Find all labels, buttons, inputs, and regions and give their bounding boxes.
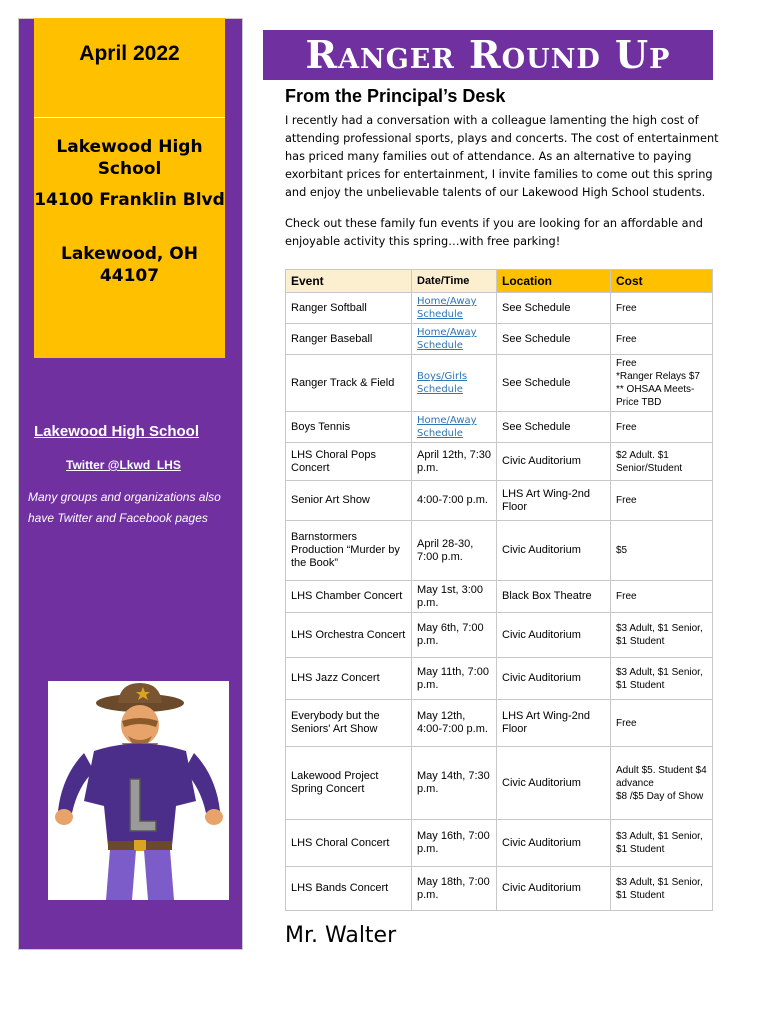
- column-header-event: Event: [286, 270, 412, 293]
- table-row: [286, 613, 713, 658]
- event-name: Senior Art Show: [286, 481, 412, 521]
- event-cost: $3 Adult, $1 Senior, $1 Student: [611, 820, 713, 867]
- principal-heading: From the Principal’s Desk: [285, 86, 506, 106]
- event-date: May 16th, 7:00 p.m.: [412, 820, 497, 867]
- table-row: [286, 867, 713, 911]
- event-location: Civic Auditorium: [497, 867, 611, 911]
- newsletter-title: Ranger Round Up: [263, 30, 713, 80]
- event-cost: Free *Ranger Relays $7 ** OHSAA Meets- Price TBD: [611, 355, 713, 412]
- event-date: May 6th, 7:00 p.m.: [412, 613, 497, 658]
- school-street: 14100 Franklin Blvd: [34, 190, 225, 210]
- event-location: Black Box Theatre: [497, 581, 611, 613]
- column-header-date: Date/Time: [412, 270, 497, 293]
- schedule-link[interactable]: Home/Away Schedule: [412, 412, 497, 443]
- event-name: Ranger Softball: [286, 293, 412, 324]
- event-location: Civic Auditorium: [497, 658, 611, 700]
- table-row: [286, 658, 713, 700]
- event-cost: Free: [611, 412, 713, 443]
- event-cost: Free: [611, 581, 713, 613]
- schedule-link[interactable]: Boys/Girls Schedule: [412, 355, 497, 412]
- event-name: LHS Choral Concert: [286, 820, 412, 867]
- table-row: [286, 443, 713, 481]
- schedule-link[interactable]: Home/Away Schedule: [412, 293, 497, 324]
- event-location: LHS Art Wing-2nd Floor: [497, 700, 611, 747]
- table-row: [286, 355, 713, 412]
- school-name: Lakewood High School: [56, 137, 203, 179]
- event-location: Civic Auditorium: [497, 747, 611, 820]
- event-name: Ranger Track & Field: [286, 355, 412, 412]
- event-name: Lakewood Project Spring Concert: [286, 747, 412, 820]
- sidebar-divider: [34, 117, 225, 118]
- sidebar-info-box: [34, 18, 225, 358]
- table-row: [286, 324, 713, 355]
- event-name: Barnstormers Production “Murder by the Book”: [286, 521, 412, 581]
- twitter-link[interactable]: Twitter @Lkwd_LHS: [66, 458, 181, 472]
- events-table: [285, 269, 713, 911]
- table-row: [286, 481, 713, 521]
- event-cost: $3 Adult, $1 Senior, $1 Student: [611, 867, 713, 911]
- column-header-cost: Cost: [611, 270, 713, 293]
- table-row: [286, 581, 713, 613]
- event-location: Civic Auditorium: [497, 443, 611, 481]
- principal-paragraph-2: Check out these family fun events if you are looking for an affordable and enjoyable activity this spring…with free parking!: [285, 217, 703, 248]
- table-row: [286, 293, 713, 324]
- table-row: [286, 412, 713, 443]
- school-city: Lakewood, OH 44107: [61, 244, 198, 286]
- event-cost: Adult $5. Student $4 advance $8 /$5 Day of Show: [611, 747, 713, 820]
- event-location: See Schedule: [497, 324, 611, 355]
- issue-month: April 2022: [79, 42, 180, 65]
- table-row: [286, 747, 713, 820]
- event-name: Boys Tennis: [286, 412, 412, 443]
- event-name: LHS Orchestra Concert: [286, 613, 412, 658]
- principal-signature: Mr. Walter: [285, 923, 397, 948]
- schedule-link[interactable]: Home/Away Schedule: [412, 324, 497, 355]
- event-location: Civic Auditorium: [497, 521, 611, 581]
- event-name: Everybody but the Seniors' Art Show: [286, 700, 412, 747]
- event-cost: Free: [611, 293, 713, 324]
- principal-paragraph-1: I recently had a conversation with a colleague lamenting the high cost of attending professional sports, plays and concerts. The cost of entertainment has priced many families out of attendance. As an alternative to paying exorbitant prices for entertainment, I invite families to come out this spring and enjoy the unbelievable talents of our Lakewood High School students.: [285, 114, 719, 199]
- event-cost: $5: [611, 521, 713, 581]
- event-location: Civic Auditorium: [497, 820, 611, 867]
- event-location: Civic Auditorium: [497, 613, 611, 658]
- event-date: 4:00-7:00 p.m.: [412, 481, 497, 521]
- event-location: See Schedule: [497, 355, 611, 412]
- social-media-note: Many groups and organizations also have Twitter and Facebook pages: [28, 490, 221, 525]
- event-date: May 11th, 7:00 p.m.: [412, 658, 497, 700]
- event-location: LHS Art Wing-2nd Floor: [497, 481, 611, 521]
- event-name: LHS Jazz Concert: [286, 658, 412, 700]
- event-cost: $3 Adult, $1 Senior, $1 Student: [611, 613, 713, 658]
- event-cost: $2 Adult. $1 Senior/Student: [611, 443, 713, 481]
- event-location: See Schedule: [497, 293, 611, 324]
- event-name: LHS Bands Concert: [286, 867, 412, 911]
- table-row: [286, 521, 713, 581]
- column-header-location: Location: [497, 270, 611, 293]
- event-date: May 12th, 4:00-7:00 p.m.: [412, 700, 497, 747]
- event-cost: $3 Adult, $1 Senior, $1 Student: [611, 658, 713, 700]
- event-date: May 14th, 7:30 p.m.: [412, 747, 497, 820]
- event-date: May 1st, 3:00 p.m.: [412, 581, 497, 613]
- event-name: LHS Chamber Concert: [286, 581, 412, 613]
- event-cost: Free: [611, 324, 713, 355]
- ranger-mascot-image: [48, 681, 229, 900]
- event-date: April 12th, 7:30 p.m.: [412, 443, 497, 481]
- event-cost: Free: [611, 481, 713, 521]
- table-row: [286, 820, 713, 867]
- event-name: Ranger Baseball: [286, 324, 412, 355]
- event-name: LHS Choral Pops Concert: [286, 443, 412, 481]
- event-location: See Schedule: [497, 412, 611, 443]
- event-cost: Free: [611, 700, 713, 747]
- table-row: [286, 700, 713, 747]
- table-header-row: [286, 270, 713, 293]
- event-date: April 28-30, 7:00 p.m.: [412, 521, 497, 581]
- event-date: May 18th, 7:00 p.m.: [412, 867, 497, 911]
- school-website-link[interactable]: Lakewood High School: [34, 423, 200, 440]
